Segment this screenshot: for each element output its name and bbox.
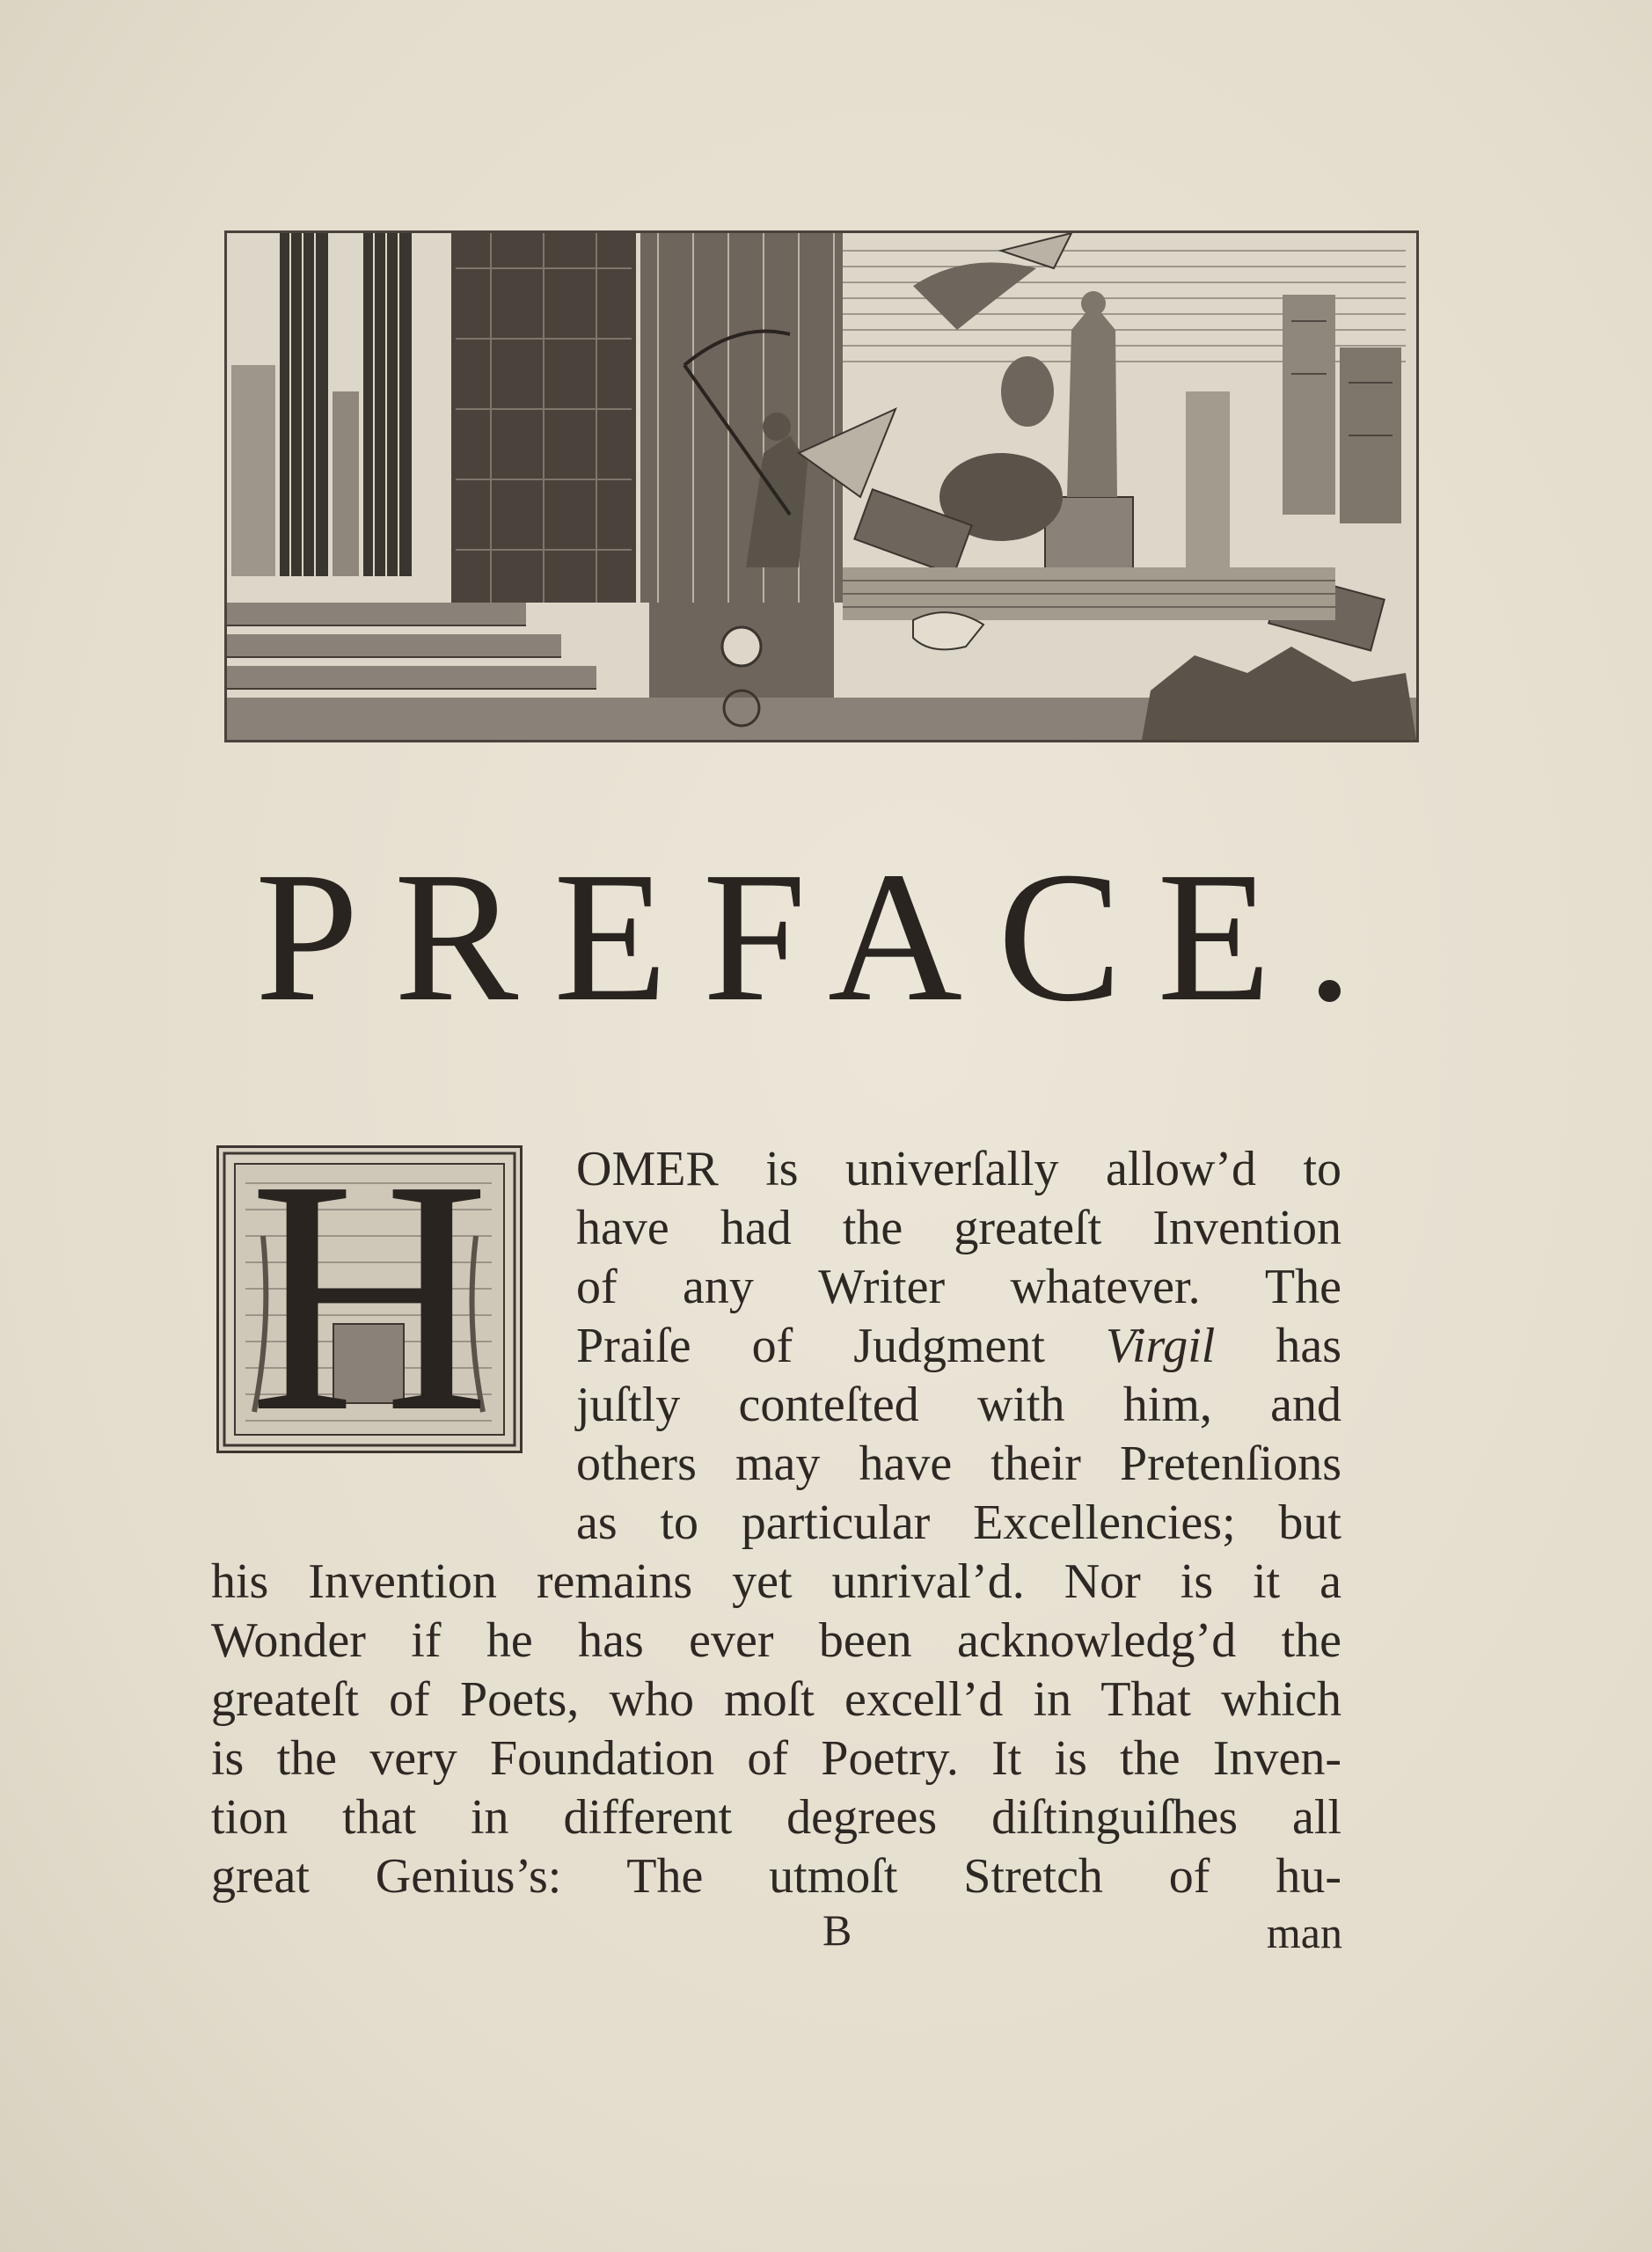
initial-letter: H: [248, 1111, 491, 1481]
signature-mark: B: [822, 1905, 852, 1955]
text-line: tion that in different degrees diſtinguiſhes all: [211, 1790, 1341, 1845]
text-line: OMER is univerſally allow’d to: [576, 1142, 1341, 1196]
text-line: juſtly conteſted with him, and: [576, 1378, 1341, 1432]
text-line: is the very Foundation of Poetry. It is the Inven-: [211, 1731, 1341, 1786]
text-line: greateſt of Poets, who moſt excell’d in That which: [211, 1672, 1341, 1727]
text-line: of any Writer whatever. The: [576, 1260, 1341, 1314]
text-line: Praiſe of Judgment Virgil has: [576, 1319, 1341, 1373]
catchword: man: [1266, 1908, 1342, 1957]
text-line: his Invention remains yet unrival’d. Nor is it a: [211, 1554, 1341, 1609]
text-line: great Genius’s: The utmoſt Stretch of hu-: [211, 1849, 1341, 1904]
italic-name: Virgil: [1105, 1319, 1216, 1373]
text-line: have had the greateſt Invention: [576, 1201, 1341, 1255]
text-line: others may have their Pretenſions: [576, 1437, 1341, 1491]
engraved-headpiece-icon: [224, 230, 1419, 742]
text-line: Wonder if he has ever been acknowledg’d the: [211, 1613, 1341, 1668]
page-title: PREFACE.: [255, 833, 1388, 1040]
text-line: as to particular Excellencies; but: [576, 1495, 1341, 1550]
decorated-initial-icon: [216, 1111, 523, 1481]
